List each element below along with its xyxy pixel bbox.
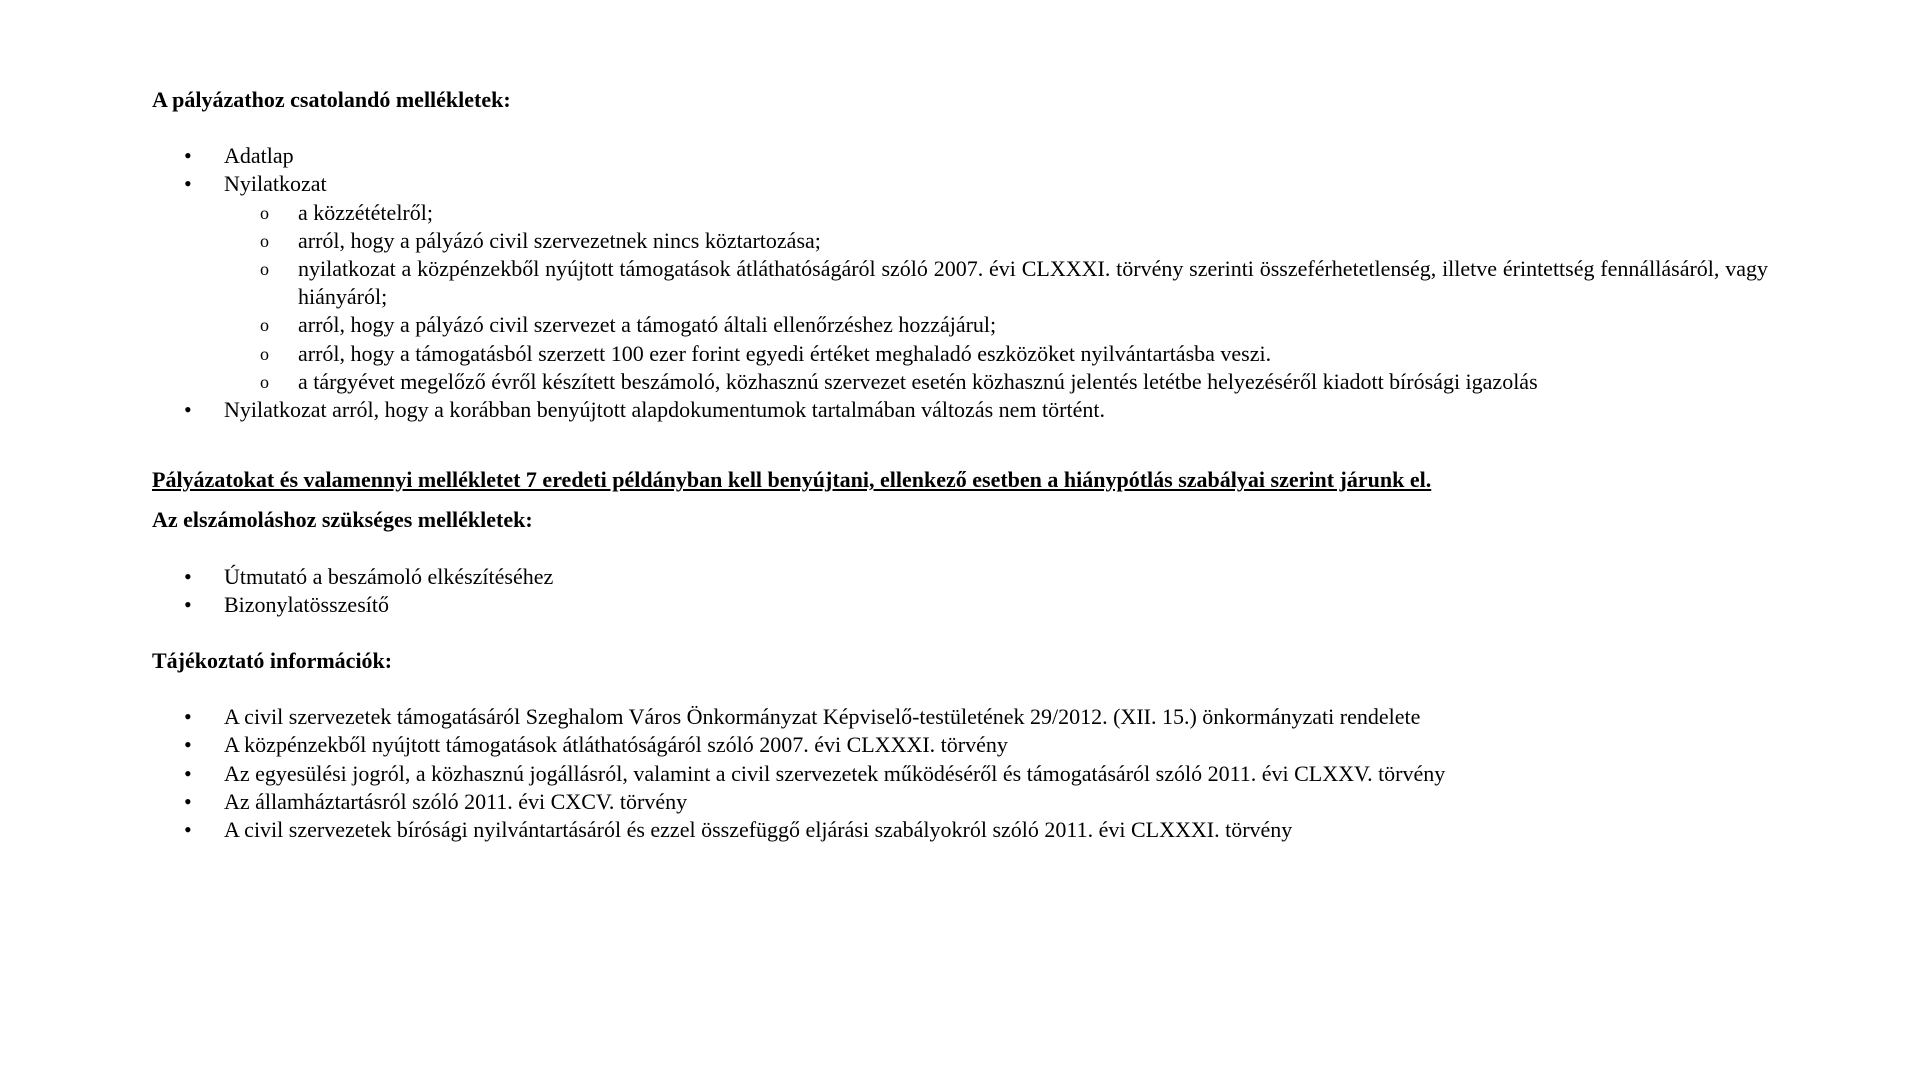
circle-bullet-icon: o (260, 343, 269, 364)
attachments-list (152, 142, 1768, 424)
list-item: • A közpénzekből nyújtott támogatások átláthatóságáról szóló 2007. évi CLXXXI. törvény (152, 731, 1768, 759)
list-item: • A civil szervezetek bírósági nyilvántartásáról és ezzel összefüggő eljárási szabályokról szóló 2011. évi CLXXXI. törvény (152, 816, 1768, 844)
bullet-icon: • (184, 143, 192, 169)
circle-bullet-icon: o (260, 202, 269, 223)
bullet-icon: • (184, 788, 192, 814)
sub-list-item: o nyilatkozat a közpénzekből nyújtott támogatások átláthatóságáról szóló 2007. évi CLXXXI. törvény szerinti összeférhetetlenség, illetve érintettség fennállásáról, vagy hiányáról; (260, 256, 1768, 310)
bullet-icon: • (184, 817, 192, 843)
bullet-icon: • (184, 760, 192, 786)
list-item: • Nyilatkozat arról, hogy a korábban benyújtott alapdokumentumok tartalmában változás nem történt. (152, 396, 1768, 424)
circle-bullet-icon: o (260, 315, 269, 336)
bullet-icon: • (184, 397, 192, 423)
document-page (152, 86, 1768, 844)
sub-list-item: o arról, hogy a pályázó civil szervezetnek nincs köztartozása; (152, 227, 1768, 255)
bullet-icon: • (184, 732, 192, 758)
section-heading-info: Tájékoztató információk: (152, 648, 393, 674)
sub-list (224, 199, 1768, 396)
list-item: • Az egyesülési jogról, a közhasznú jogállásról, valamint a civil szervezetek működéséről és támogatásáról szóló 2011. évi CLXXV. törvény (152, 760, 1768, 788)
bullet-icon: • (184, 591, 192, 617)
bullet-icon: • (184, 704, 192, 730)
circle-bullet-icon: o (260, 259, 269, 280)
list-item: • Az államháztartásról szóló 2011. évi CXCV. törvény (152, 788, 1768, 816)
list-item: • Nyilatkozat o a közzétételről; o arról, hogy a pályázó civil szervezetnek nincs köztartozása; o nyilatkozat a közpénzekből nyújtott támogatások átláthatóságáról szóló 2007. évi CLXXXI. törvény szerinti összeférhetetlenség, illetve érintettség fennállásáról, vagy hiányáról; o arról, hogy a pályázó civil szervezet a támogató általi ellenőrzéshez hozzájárul; o arról, hogy a támogatásból szerzett 100 ezer forint egyedi értéket meghaladó eszközöket nyilvántartásba veszi. o a tárgyévet megelőző évről készített beszámoló, közhasznú szervezet esetén közhasznú jelentés letétbe helyezéséről kiadott bírósági igazolás (152, 170, 1768, 396)
settlement-list (152, 563, 1768, 619)
info-list (152, 703, 1768, 844)
list-item: • Bizonylatösszesítő (152, 591, 1768, 619)
list-item: • Útmutató a beszámoló elkészítéséhez (152, 563, 1768, 591)
sub-list-item: o arról, hogy a pályázó civil szervezet a támogató általi ellenőrzéshez hozzájárul; (152, 311, 1768, 339)
bullet-icon: • (184, 171, 192, 197)
section-heading-attachments: A pályázathoz csatolandó mellékletek: (152, 87, 511, 112)
submission-notice: Pályázatokat és valamennyi mellékletet 7 eredeti példányban kell benyújtani, ellenkező esetben a hiánypótlás szabályai szerint járunk el. (152, 467, 1432, 493)
circle-bullet-icon: o (260, 230, 269, 251)
sub-list-item: o arról, hogy a támogatásból szerzett 100 ezer forint egyedi értéket meghaladó eszközöket nyilvántartásba veszi. (152, 340, 1768, 368)
sub-list-item: o a tárgyévet megelőző évről készített beszámoló, közhasznú szervezet esetén közhasznú jelentés letétbe helyezéséről kiadott bírósági igazolás (152, 368, 1768, 396)
sub-list-item: o a közzétételről; (152, 199, 1768, 227)
list-item: • A civil szervezetek támogatásáról Szeghalom Város Önkormányzat Képviselő-testületének 29/2012. (XII. 15.) önkormányzati rendelete (152, 703, 1768, 731)
section-heading-settlement: Az elszámoláshoz szükséges mellékletek: (152, 507, 533, 533)
bullet-icon: • (184, 563, 192, 589)
circle-bullet-icon: o (260, 371, 269, 392)
list-item: • Adatlap (152, 142, 1768, 170)
